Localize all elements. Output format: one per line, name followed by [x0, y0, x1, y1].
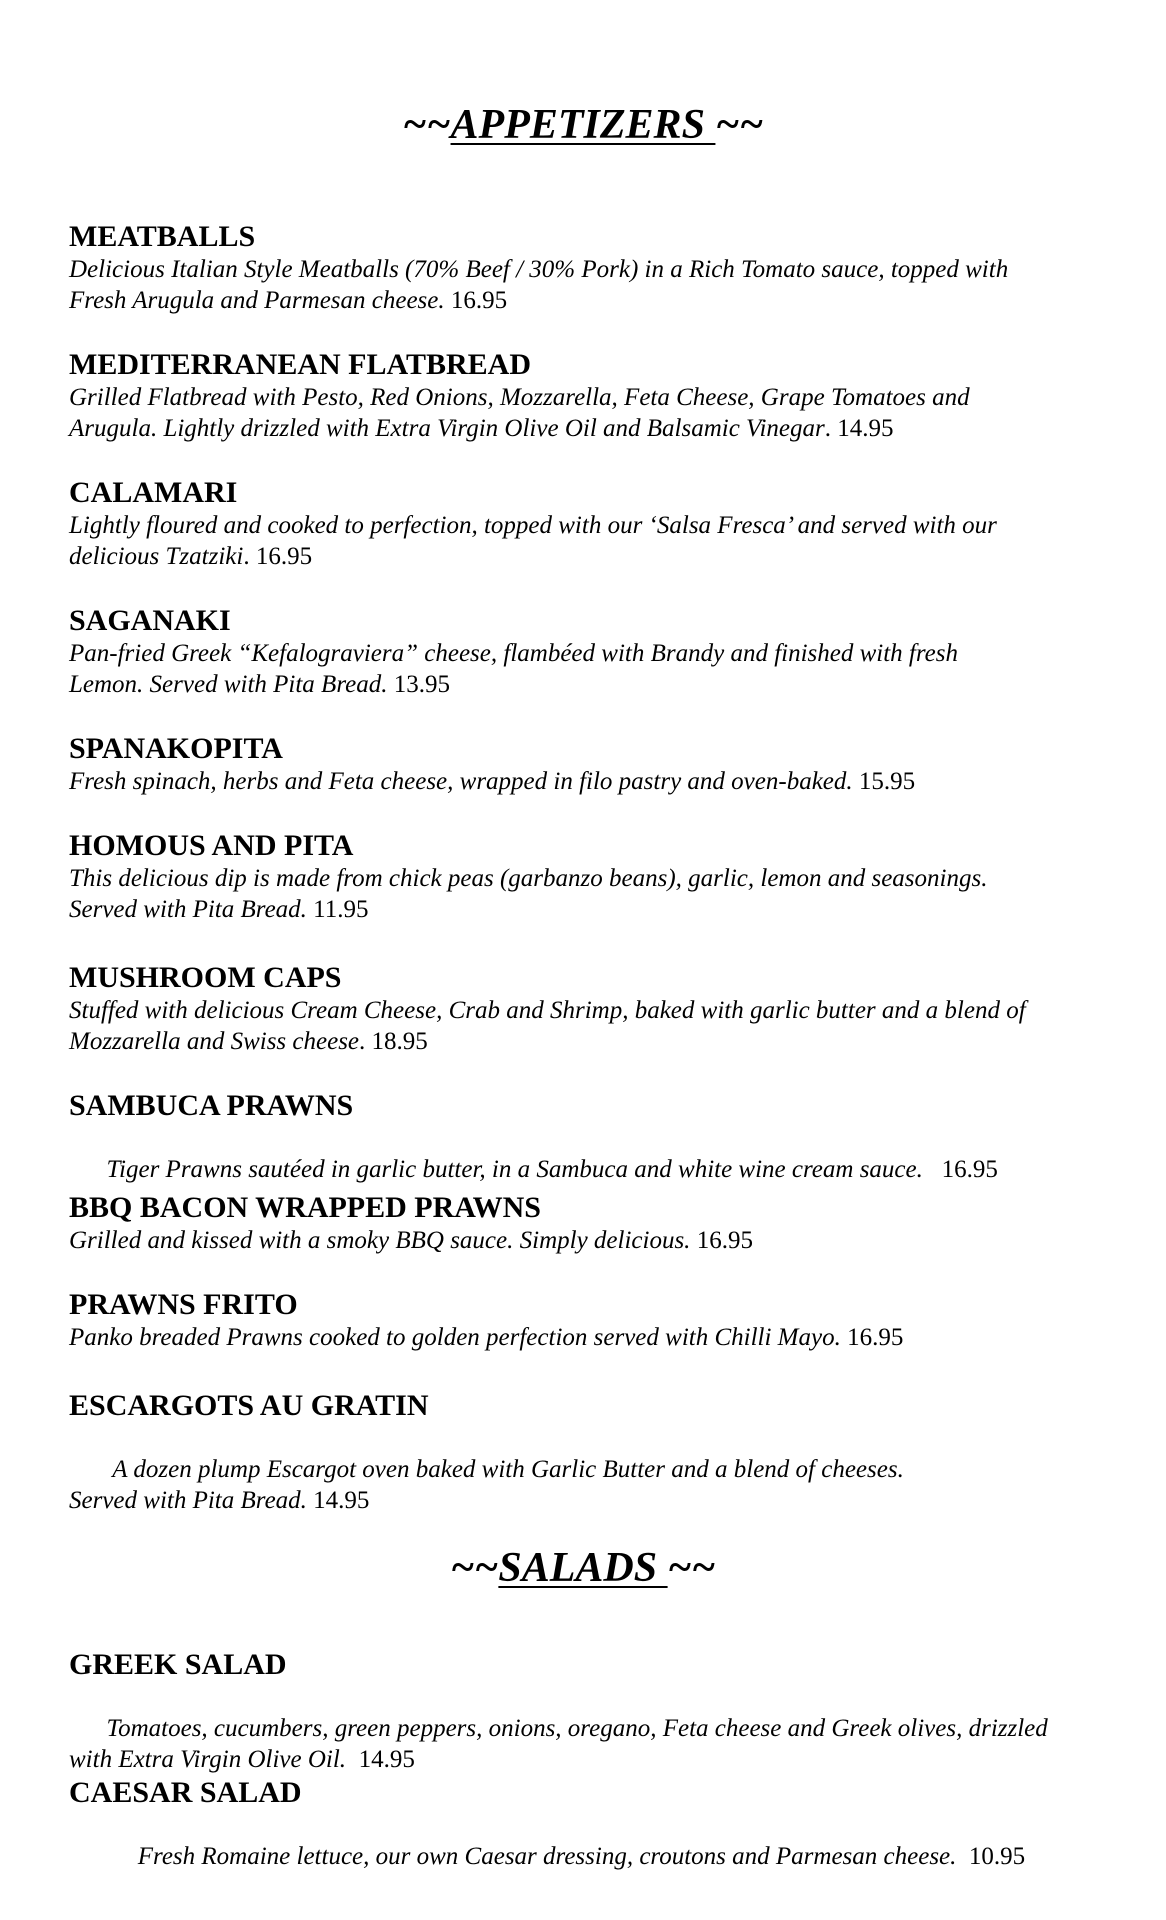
- menu-item-bbq-bacon-wrapped-prawns: [69, 1191, 1129, 1256]
- item-description: Grilled Flatbread with Pesto, Red Onions, Mozzarella, Feta Cheese, Grape Tomatoes and Arugula. Lightly drizzled with Extra Virgin Olive Oil and Balsamic Vinegar. 14.95: [69, 384, 970, 442]
- item-description: Tiger Prawns sautéed in garlic butter, in a Sambuca and white wine cream sauce. 16.95: [106, 1156, 998, 1183]
- menu-item-escargots-au-gratin: [69, 1389, 1129, 1547]
- menu-item-meatballs: [69, 220, 1129, 316]
- item-price: 11.95: [313, 896, 369, 923]
- item-price: . 16.95: [243, 543, 313, 570]
- menu-item-prawns-frito: [69, 1288, 1129, 1353]
- item-description: Lightly floured and cooked to perfection, topped with our ‘Salsa Fresca’ and served with our delicious Tzatziki. 16.95: [69, 512, 997, 570]
- item-name: CALAMARI: [69, 476, 238, 509]
- item-description: Pan-fried Greek “Kefalograviera” cheese, flambéed with Brandy and finished with fresh Lemon. Served with Pita Bread. 13.95: [69, 640, 958, 698]
- item-name: ESCARGOTS AU GRATIN: [69, 1389, 429, 1422]
- item-description: Panko breaded Prawns cooked to golden perfection served with Chilli Mayo. 16.95: [69, 1324, 904, 1351]
- item-price: 10.95: [962, 1843, 1026, 1870]
- item-name: SPANAKOPITA: [69, 732, 283, 765]
- item-price: . 18.95: [359, 1028, 428, 1055]
- item-description: This delicious dip is made from chick peas (garbanzo beans), garlic, lemon and seasonings. Served with Pita Bread. 11.95: [69, 865, 988, 923]
- menu-item-spanakopita: [69, 732, 1129, 797]
- item-description: Grilled and kissed with a smoky BBQ sauce. Simply delicious. 16.95: [69, 1227, 753, 1254]
- menu-item-saganaki: [69, 604, 1129, 700]
- item-description: Delicious Italian Style Meatballs (70% Beef / 30% Pork) in a Rich Tomato sauce, topped with Fresh Arugula and Parmesan cheese. 16.95: [69, 256, 1009, 314]
- item-name: MEDITERRANEAN FLATBREAD: [69, 348, 531, 381]
- item-price: . 14.95: [824, 415, 894, 442]
- item-name: MEATBALLS: [69, 220, 256, 253]
- item-description: A dozen plump Escargot oven baked with Garlic Butter and a blend of cheeses. Served with Pita Bread. 14.95: [69, 1456, 904, 1514]
- menu-item-mushroom-caps: [69, 961, 1129, 1057]
- item-price: 15.95: [858, 768, 916, 795]
- section-title-appetizers: ~~APPETIZERS ~~: [402, 102, 764, 148]
- menu-item-calamari: [69, 476, 1129, 572]
- item-name: HOMOUS AND PITA: [69, 829, 354, 862]
- item-description: Fresh Romaine lettuce, our own Caesar dressing, croutons and Parmesan cheese. 10.95: [106, 1843, 1026, 1870]
- menu-item-mediterranean-flatbread: [69, 348, 1129, 444]
- menu-item-homous-and-pita: [69, 829, 1129, 925]
- item-description: Tomatoes, cucumbers, green peppers, onions, oregano, Feta cheese and Greek olives, drizzled with Extra Virgin Olive Oil. 14.95: [69, 1715, 1048, 1773]
- item-price: 16.95: [929, 1156, 998, 1183]
- item-name: SAMBUCA PRAWNS: [69, 1089, 354, 1122]
- item-name: PRAWNS FRITO: [69, 1288, 298, 1321]
- item-price: 16.95: [847, 1324, 904, 1351]
- item-name: BBQ BACON WRAPPED PRAWNS: [69, 1191, 541, 1224]
- item-price: 16.95: [450, 287, 508, 314]
- item-price: 13.95: [393, 671, 450, 698]
- item-price: 14.95: [313, 1487, 370, 1514]
- item-name: MUSHROOM CAPS: [69, 961, 342, 994]
- item-name: SAGANAKI: [69, 604, 231, 637]
- item-description: Stuffed with delicious Cream Cheese, Crab and Shrimp, baked with garlic butter and a blend of Mozzarella and Swiss cheese. 18.95: [69, 997, 1026, 1055]
- item-name: GREEK SALAD: [69, 1648, 287, 1681]
- menu-item-caesar-salad: [69, 1776, 1129, 1903]
- item-price: 16.95: [696, 1227, 753, 1254]
- section-title-salads: ~~SALADS ~~: [450, 1545, 716, 1591]
- item-description: Fresh spinach, herbs and Feta cheese, wrapped in filo pastry and oven-baked. 15.95: [69, 768, 916, 795]
- item-name: CAESAR SALAD: [69, 1776, 302, 1809]
- item-price: 14.95: [352, 1746, 415, 1773]
